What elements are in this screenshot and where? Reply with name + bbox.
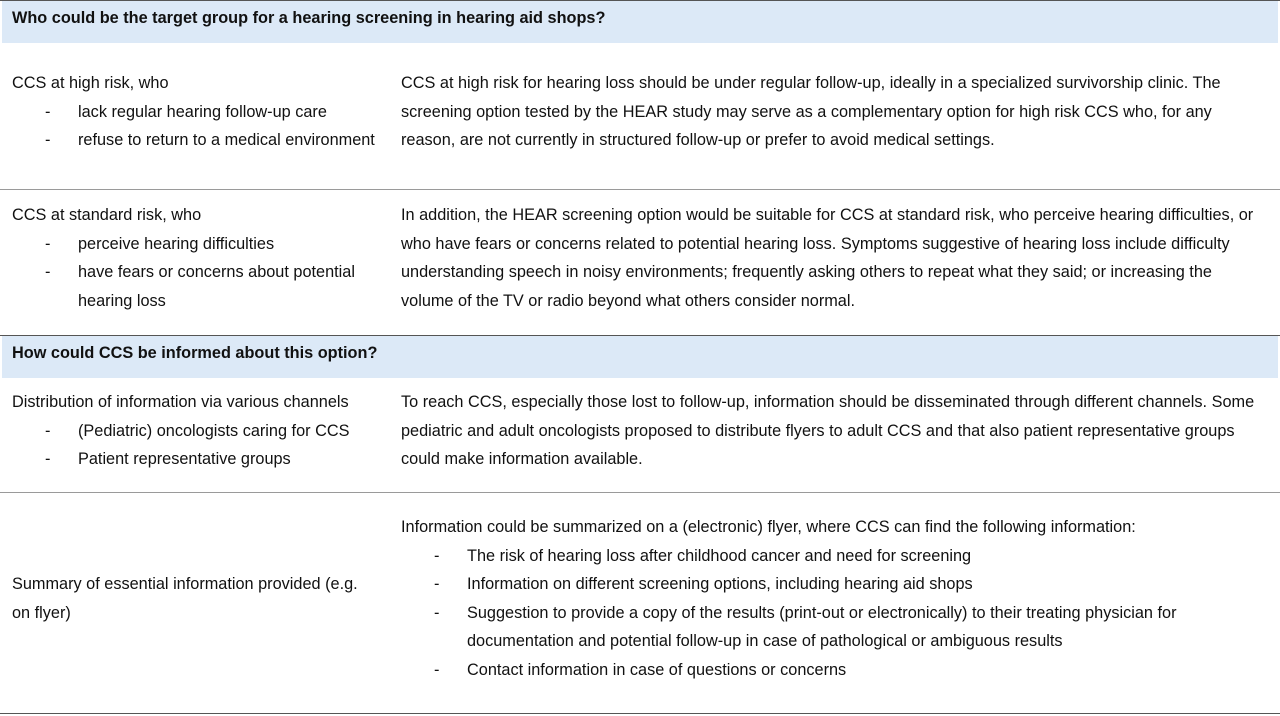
list-item-continuation (401, 627, 1271, 656)
row-high-risk-right (401, 69, 1271, 155)
list-item-text: Contact information in case of questions or concerns (467, 660, 847, 679)
row-standard-risk-right (401, 201, 1271, 315)
row-distribution-right (401, 388, 1271, 474)
list-item-text: Patient representative groups (78, 450, 291, 468)
row-summary-left (12, 570, 387, 627)
list-item (12, 445, 387, 474)
list-item (401, 599, 1271, 628)
paragraph-line: who have fears or concerns related to potential hearing loss. Symptoms suggestive of hearing loss include difficulty (401, 234, 1230, 253)
list-item-text: perceive hearing difficulties (78, 234, 275, 253)
bullet-dash: - (45, 450, 51, 468)
row-title-line: Summary of essential information provided (e.g. (12, 575, 358, 593)
bullet-dash: - (45, 263, 51, 281)
paragraph-line: volume of the TV or radio beyond what others consider normal. (401, 291, 856, 310)
bullet-dash: - (434, 660, 440, 679)
section-header-information: How could CCS be informed about this option? (2, 336, 1278, 378)
paragraph-line: In addition, the HEAR screening option would be suitable for CCS at standard risk, who perceive hearing difficulties, or (401, 206, 1254, 224)
row-title: CCS at standard risk, who (12, 206, 202, 224)
row-divider (0, 189, 1280, 190)
list-item-text: have fears or concerns about potential (78, 263, 355, 281)
row-high-risk-left (12, 69, 387, 155)
bullet-dash: - (45, 234, 51, 253)
row-title-line: on flyer) (12, 603, 71, 622)
row-standard-risk-left (12, 201, 387, 315)
bullet-dash: - (45, 421, 51, 440)
paragraph-line: pediatric and adult oncologists proposed to distribute flyers to adult CCS and that also patient representative groups (401, 421, 1235, 440)
paragraph-line: could make information available. (401, 450, 643, 468)
row-summary-right (401, 513, 1271, 684)
list-item (12, 126, 387, 155)
list-item-text: Suggestion to provide a copy of the results (print-out or electronically) to their treating physician for (467, 603, 1177, 622)
bullet-dash: - (45, 102, 51, 121)
list-item-text: hearing loss (78, 291, 166, 310)
paragraph-line: To reach CCS, especially those lost to follow-up, information should be disseminated through different channels. Some (401, 393, 1255, 411)
list-item-text: Information on different screening options, including hearing aid shops (467, 575, 973, 593)
row-divider (0, 492, 1280, 493)
paragraph-line: screening option tested by the HEAR study may serve as a complementary option for high risk CCS who, for any (401, 102, 1212, 121)
list-item (401, 570, 1271, 599)
bullet-dash: - (434, 546, 440, 565)
row-distribution-left (12, 388, 387, 474)
list-item-text: documentation and potential follow-up in case of pathological or ambiguous results (467, 632, 1063, 650)
list-item-text: lack regular hearing follow-up care (78, 102, 327, 121)
table-bottom-rule (0, 713, 1280, 714)
bullet-dash: - (45, 131, 51, 149)
list-item-text: (Pediatric) oncologists caring for CCS (78, 421, 350, 440)
list-item-text: The risk of hearing loss after childhood cancer and need for screening (467, 546, 972, 565)
paragraph-line: understanding speech in noisy environments; frequently asking others to repeat what they said; or increasing the (401, 263, 1212, 281)
list-item (401, 656, 1271, 685)
paragraph-line: reason, are not currently in structured follow-up or prefer to avoid medical settings. (401, 131, 995, 149)
row-title: Distribution of information via various channels (12, 393, 349, 411)
paragraph-line: Information could be summarized on a (electronic) flyer, where CCS can find the following information: (401, 518, 1136, 536)
list-item-text: refuse to return to a medical environment (78, 131, 375, 149)
list-item (12, 417, 387, 446)
paragraph-line: CCS at high risk for hearing loss should be under regular follow-up, ideally in a specialized survivorship clinic. The (401, 74, 1221, 92)
bullet-dash: - (434, 603, 440, 622)
bullet-dash: - (434, 575, 440, 593)
section-header-target-group: Who could be the target group for a hearing screening in hearing aid shops? (2, 1, 1278, 43)
list-item-continuation (12, 287, 387, 316)
list-item (12, 98, 387, 127)
list-item (12, 258, 387, 287)
row-title: CCS at high risk, who (12, 74, 169, 92)
list-item (12, 230, 387, 259)
list-item (401, 542, 1271, 571)
